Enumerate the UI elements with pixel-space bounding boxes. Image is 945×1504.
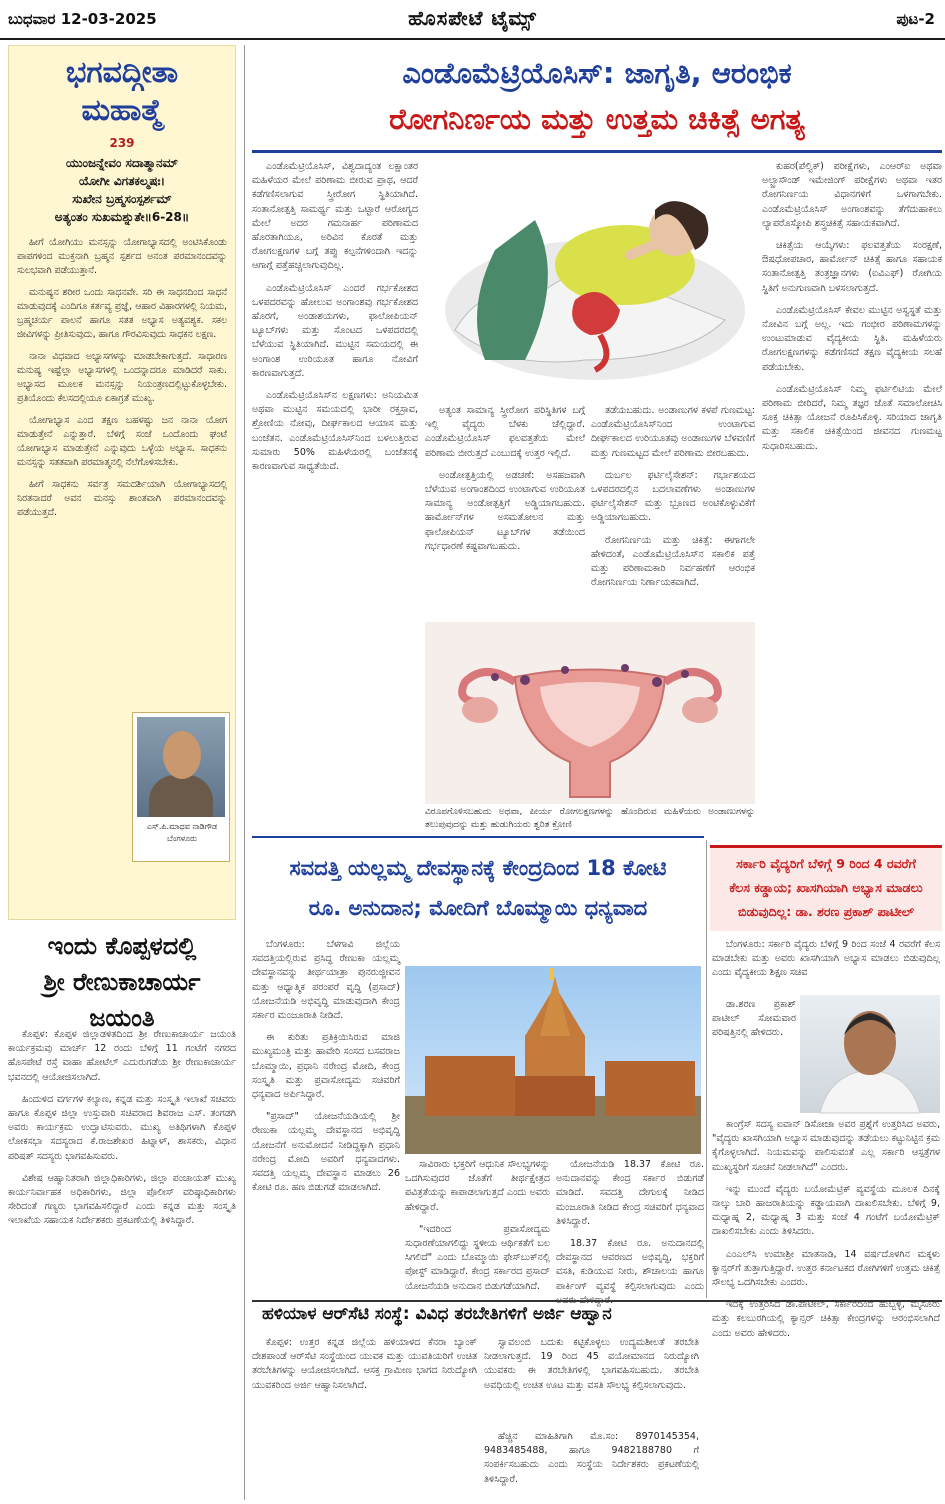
- sarkari-photo-caption: ಡಾ.ಶರಣ ಪ್ರಕಾಶ್ ಪಾಟೀಲ್ ಸೋಮವಾರ ಪರಿಷತ್ತಿನಲ್ಲಿ ಹೇಳಿದರು.: [712, 999, 796, 1039]
- endo-column-1: ಎಂಡೊಮೆಟ್ರಿಯೊಸಿಸ್, ವಿಶ್ವದಾದ್ಯಂತ ಲಕ್ಷಾಂತರ ಮಹಿಳೆಯರ ಮೇಲೆ ಪರಿಣಾಮ ಬೀರುವ ಪ್ರಾಥ, ಆದರೆ ಕಡೆಗಣಿಸಲಾಗುವ ಸ್ತ್ರೀರೋಗ ಸ್ಥಿತಿಯಾಗಿದೆ. ಸಂತಾನೋತ್ಪತ್ತಿ ಸಾಮರ್ಥ್ಯ ಮತ್ತು ಒಟ್ಟಾರೆ ಆರೋಗ್ಯದ ಮೇಲೆ ಅದರ ಗಮನಾರ್ಹ ಪರಿಣಾಮದ ಹೊರತಾಗಿಯೂ, ಅರಿವಿನ ಕೊರತೆ ಮತ್ತು ರೋಗಲಕ್ಷಣಗಳ ಬಗ್ಗೆ ತಪ್ಪು ಕಲ್ಪನೆಗಳಿಂದಾಗಿ ಇದನ್ನು ಆಗಾಗ್ಗೆ ಪತ್ತೆಹಚ್ಚಲಾಗುವುದಿಲ್ಲ. ಎಂಡೊಮೆಟ್ರಿಯೊಸಿಸ್ ಎಂದರೆ ಗರ್ಭಕೋಶದ ಒಳಪದರವನ್ನು ಹೋಲುವ ಅಂಗಾಂಶವು ಗರ್ಭಕೋಶದ ಹೊರಗೆ, ಅಂಡಾಶಯಗಳು, ಫಾಲೋಪಿಯನ್ ಟ್ಯೂಬ್‌ಗಳು ಮತ್ತು ಸೊಂಟದ ಒಳಪದರದಲ್ಲಿ ಬೆಳೆಯುವ ಸ್ಥಿತಿಯಾಗಿದೆ. ಮುಟ್ಟಿನ ಸಮಯದಲ್ಲಿ ಈ ಅಂಗಾಂಶ ಉರಿಯೂತ ಹಾಗೂ ನೋವಿಗೆ ಕಾರಣವಾಗುತ್ತದೆ. ಎಂಡೊಮೆಟ್ರಿಯೊಸಿಸ್‌ನ ಲಕ್ಷಣಗಳು: ಅನಿಯಮಿತ ಅಥವಾ ಮುಟ್ಟಿನ ಸಮಯದಲ್ಲಿ ಭಾರೀ ರಕ್ತಸ್ರಾವ, ಶ್ರೋಣಿಯ ನೋವು, ದೀರ್ಘಕಾಲದ ಆಯಾಸ ಮತ್ತು ಬಂಜೆತನ. ಎಂಡೊಮೆಟ್ರಿಯೊಸಿಸ್‌ನಿಂದ ಬಳಲುತ್ತಿರುವ ಸುಮಾರು 50% ಮಹಿಳೆಯರಲ್ಲಿ ಬಂಜೆತನಕ್ಕೆ ಕಾರಣವಾಗುವ ಸಾಧ್ಯತೆಯಿದೆ.: [252, 161, 418, 473]
- uterus-illustration: [425, 622, 755, 804]
- column-rule: [244, 45, 245, 1500]
- haliyal-column-2: ಸ್ವಾವಲಂಬಿ ಬದುಕು ಕಟ್ಟಿಕೊಳ್ಳಲು ಉದ್ಯಮಶೀಲತೆ ತರಬೇತಿ ನೀಡಲಾಗುತ್ತದೆ. 19 ರಿಂದ 45 ವಯೋಮಾನದ ನಿರುದ್ಯೋಗಿ ಯುವಕರು ಈ ತರಬೇತಿಗಳಲ್ಲಿ ಭಾಗವಹಿಸಬಹುದು. ತರಬೇತಿ ಅವಧಿಯಲ್ಲಿ ಉಚಿತ ಊಟ ಮತ್ತು ವಸತಿ ಸೌಲಭ್ಯ ಕಲ್ಪಿಸಲಾಗುವುದು.: [484, 1337, 699, 1391]
- masthead: [0, 0, 945, 40]
- author-name: ಎಸ್.ಪಿ.ಮಾಧವ ನಾಡಿಗೌಡ ಬೆಂಗಳೂರು: [146, 822, 218, 843]
- savadatti-column-3: ಯೋಜನೆಯಡಿ 18.37 ಕೋಟಿ ರೂ. ಅನುದಾನವನ್ನು ಕೇಂದ್ರ ಸರ್ಕಾರ ಬಿಡುಗಡೆ ಮಾಡಿದೆ. ಸವದತ್ತಿ ದೇಗುಲಕ್ಕೆ ನೀಡಿದ ಮಂಜೂರಾತಿ ನೀಡಿದ ಕೇಂದ್ರ ಸಚಿವರಿಗೆ ಧನ್ಯವಾದ ತಿಳಿಸಿದ್ದಾರೆ. 18.37 ಕೋಟಿ ರೂ. ಅನುದಾನದಲ್ಲಿ ದೇವಸ್ಥಾನದ ಆವರಣದ ಅಭಿವೃದ್ಧಿ, ಭಕ್ತರಿಗೆ ವಸತಿ, ಕುಡಿಯುವ ನೀರು, ಶೌಚಾಲಯ ಹಾಗೂ ಪಾರ್ಕಿಂಗ್ ವ್ಯವಸ್ಥೆ ಕಲ್ಪಿಸಲಾಗುವುದು ಎಂದು ಅವರು ಹೇಳಿದ್ದಾರೆ.: [556, 1159, 704, 1306]
- haliyal-column-3: ಹೆಚ್ಚಿನ ಮಾಹಿತಿಗಾಗಿ ಮೊ.ಸಂ: 8970145354, 9483485488, ಹಾಗೂ 9482188780 ಗೆ ಸಂಪರ್ಕಿಸಬಹುದು ಎಂದು ಸಂಸ್ಥೆಯ ನಿರ್ದೇಶಕರು ಪ್ರಕಟಣೆಯಲ್ಲಿ ತಿಳಿಸಿದ್ದಾರೆ.: [484, 1431, 699, 1485]
- endo-column-4: ಕುಹರ(ಪೆಲ್ವಿಕ್) ಪರೀಕ್ಷೆಗಳು, ಎಂಆರ್‌ಐ ಅಥವಾ ಅಲ್ಟ್ರಾಸೌಂಡ್ ಇಮೇಜಿಂಗ್ ಪರೀಕ್ಷೆಗಳು ಅಥವಾ ಇತರ ರೋಗನಿರ್ಣಯ ವಿಧಾನಗಳಿಗೆ ಒಳಗಾಗಬೇಕು. ಎಂಡೊಮೆಟ್ರಿಯೊಸಿಸ್ ಅಂಗಾಂಶವನ್ನು ತೆಗೆದುಹಾಕಲು ಲ್ಯಾಪರೊಸ್ಕೋಪಿ ಶಸ್ತ್ರಚಿಕಿತ್ಸೆ ಸಹಾಯಕವಾಗಿದೆ. ಚಿಕಿತ್ಸೆಯ ಆಯ್ಕೆಗಳು: ಫಲವತ್ತತೆಯ ಸಂರಕ್ಷಣೆ, ಔಷಧೋಪಚಾರ, ಹಾರ್ಮೋನ್ ಚಿಕಿತ್ಸೆ ಹಾಗೂ ಸಹಾಯಕ ಸಂತಾನೋತ್ಪತ್ತಿ ತಂತ್ರಜ್ಞಾನಗಳು (ಐವಿಎಫ್) ರೋಗಿಯ ಸ್ಥಿತಿಗೆ ಅನುಗುಣವಾಗಿ ಬಳಸಲಾಗುತ್ತದೆ. ಎಂಡೊಮೆಟ್ರಿಯೊಸಿಸ್ ಕೇವಲ ಮುಟ್ಟಿನ ಅಸ್ವಸ್ಥತೆ ಮತ್ತು ನೋವಿನ ಬಗ್ಗೆ ಅಲ್ಲ. ಇದು ಗಂಭೀರ ಪರಿಣಾಮಗಳನ್ನು ಉಂಟುಮಾಡುವ ವೈದ್ಯಕೀಯ ಸ್ಥಿತಿ. ಮಹಿಳೆಯರು ರೋಗಲಕ್ಷಣಗಳನ್ನು ಕಡೆಗಣಿಸದೆ ತಕ್ಷಣ ವೈದ್ಯಕೀಯ ಸಲಹೆ ಪಡೆಯಬೇಕು. ಎಂಡೊಮೆಟ್ರಿಯೊಸಿಸ್ ನಿಮ್ಮ ಫರ್ಟಿಲಿಟಿಯ ಮೇಲೆ ಪರಿಣಾಮ ಬೀರಿದರೆ, ನಿಮ್ಮ ತಜ್ಞರ ಜೊತೆ ಸಮಾಲೋಚಿಸಿ ಸೂಕ್ತ ಚಿಕಿತ್ಸಾ ಯೋಜನೆ ರೂಪಿಸಿಕೊಳ್ಳಿ. ಸರಿಯಾದ ಜಾಗೃತಿ ಮತ್ತು ಸಕಾಲಿಕ ಚಿಕಿತ್ಸೆಯಿಂದ ಜೀವನದ ಗುಣಮಟ್ಟ ಸುಧಾರಿಸಬಹುದು.: [762, 161, 942, 452]
- uterus-caption: ವಿರೂಪಗೊಳಿಸಬಹುದು ಅಥವಾ, ಪೀರ್ಯ ರೋಗಲಕ್ಷಣಗಳನ್ನು ಹೊಂದಿರುವ ಮಹಿಳೆಯರು ಅಂಡಾಣುಗಳನ್ನು ತಲುಪುವುದನ್ನು ಮತ್ತು ಹುಡುಗಿಯರು ತ್ವರಿತ ಕ್ರೋಣಿ: [425, 807, 755, 830]
- savadatti-rule: [252, 836, 704, 838]
- endometriosis-headline: ಎಂಡೊಮೆಟ್ರಿಯೊಸಿಸ್: ಜಾಗೃತಿ, ಆರಂಭಿಕ ರೋಗನಿರ್ಣಯ ಮತ್ತು ಉತ್ತಮ ಚಿಕಿತ್ಸೆ ಅಗತ್ಯ: [389, 56, 805, 136]
- endo-column-2: ಅತ್ಯಂತ ಸಾಮಾನ್ಯ ಸ್ತ್ರೀರೋಗ ಪರಿಸ್ಥಿತಿಗಳ ಬಗ್ಗೆ ಇಲ್ಲಿ ವೈದ್ಯರು ಬೆಳಕು ಚೆಲ್ಲಿದ್ದಾರೆ. ಎಂಡೊಮೆಟ್ರಿಯೊಸಿಸ್ ಫಲವತ್ತತೆಯ ಮೇಲೆ ಪರಿಣಾಮ ಬೀರುತ್ತದೆ ಎಂಬುದಕ್ಕೆ ಉತ್ತರ ಇಲ್ಲಿದೆ. ಅಂಡೋತ್ಪತ್ತಿಯಲ್ಲಿ ಅಡಚಣೆ: ಅಸಹಜವಾಗಿ ಬೆಳೆಯುವ ಅಂಗಾಂಶದಿಂದ ಉಂಟಾಗುವ ಉರಿಯೂತ ಸಾಮಾನ್ಯ ಅಂಡೋತ್ಪತ್ತಿಗೆ ಅಡ್ಡಿಯಾಗಬಹುದು. ಹಾರ್ಮೋನ್‌ಗಳ ಅಸಮತೋಲನ ಮತ್ತು ಫಾಲೋಪಿಯನ್ ಟ್ಯೂಬ್‌ಗಳ ತಡೆಯಿಂದ ಗರ್ಭಧಾರಣೆ ಕಷ್ಟವಾಗಬಹುದು.: [425, 405, 585, 552]
- doctor-photo: [800, 995, 940, 1113]
- sarkari-headline-box: ಸರ್ಕಾರಿ ವೈದ್ಯರಿಗೆ ಬೆಳಿಗ್ಗೆ 9 ರಿಂದ 4 ರವರೆಗೆ ಕೆಲಸ ಕಡ್ಡಾಯ; ಖಾಸಗಿಯಾಗಿ ಅಭ್ಯಾಸ ಮಾಡಲು ಬಿಡುವುದಿಲ್ಲ: ಡಾ. ಶರಣ ಪ್ರಕಾಶ್ ಪಾಟೀಲ್: [710, 845, 942, 931]
- bhagavad-title: ಭಗವದ್ಗೀತಾ ಮಹಾತ್ಮೆ: [65, 55, 179, 128]
- sarkari-body: ಕಾಂಗ್ರೆಸ್ ಸದಸ್ಯ ಐವಾನ್ ಡಿಸೋಜಾ ಅವರ ಪ್ರಶ್ನೆಗೆ ಉತ್ತರಿಸಿದ ಅವರು, "ವೈದ್ಯರು ಖಾಸಗಿಯಾಗಿ ಅಭ್ಯಾಸ ಮಾಡುವುದನ್ನು ತಡೆಯಲು ಕಟ್ಟುನಿಟ್ಟಿನ ಕ್ರಮ ಕೈಗೊಳ್ಳಲಾಗಿದೆ. ನಿಯಮವನ್ನು ಪಾಲಿಸುವಂತೆ ಎಲ್ಲ ಸರ್ಕಾರಿ ಆಸ್ಪತ್ರೆಗಳ ಮುಖ್ಯಸ್ಥರಿಗೆ ಸೂಚನೆ ನೀಡಲಾಗಿದೆ" ಎಂದರು. ಇನ್ನು ಮುಂದೆ ವೈದ್ಯರು ಬಯೋಮೆಟ್ರಿಕ್ ವ್ಯವಸ್ಥೆಯ ಮೂಲಕ ದಿನಕ್ಕೆ ನಾಲ್ಕು ಬಾರಿ ಹಾಜರಾತಿಯನ್ನು ಕಡ್ಡಾಯವಾಗಿ ದಾಖಲಿಸಬೇಕು. ಬೆಳಿಗ್ಗೆ 9, ಮಧ್ಯಾಹ್ನ 2, ಮಧ್ಯಾಹ್ನ 3 ಮತ್ತು ಸಂಜೆ 4 ಗಂಟೆಗೆ ಬಯೋಮೆಟ್ರಿಕ್ ದಾಖಲಿಸಬೇಕು ಎಂದು ತಿಳಿಸಿದರು. ಎಂಎಲ್‌ಸಿ ಉಮಾಶ್ರೀ ಮಾತನಾಡಿ, 14 ವರ್ಷದೊಳಗಿನ ಮಕ್ಕಳು ಕ್ಯಾನ್ಸರ್‌ಗೆ ತುತ್ತಾಗುತ್ತಿದ್ದಾರೆ. ಉತ್ತರ ಕರ್ನಾಟಕದ ರೋಗಿಗಳಿಗೆ ಉತ್ತಮ ಚಿಕಿತ್ಸೆ ಸೌಲಭ್ಯ ಒದಗಿಸಬೇಕು ಎಂದರು. ಇದಕ್ಕೆ ಉತ್ತರಿಸಿದ ಡಾ.ಪಾಟೀಲ್, ಸರ್ಕಾರದಿಂದ ಹುಬ್ಬಳ್ಳಿ, ಮೈಸೂರು ಮತ್ತು ಕಲಬುರಗಿಯಲ್ಲಿ ಕ್ಯಾನ್ಸರ್ ಚಿಕಿತ್ಸಾ ಕೇಂದ್ರಗಳನ್ನು ಆರಂಭಿಸಲಾಗಿದೆ ಎಂದು ಅವರು ಹೇಳಿದರು.: [712, 1119, 940, 1339]
- page-number: ಪುಟ-2: [896, 10, 935, 28]
- verse-number: 239: [109, 136, 135, 150]
- woman-abdominal-pain-illustration: [425, 160, 750, 400]
- issue-date: ಬುಧವಾರ 12-03-2025: [8, 10, 157, 28]
- savadatti-headline: ಸವದತ್ತಿ ಯಲ್ಲಮ್ಮ ದೇವಸ್ಥಾನಕ್ಕೆ ಕೇಂದ್ರದಿಂದ 18 ಕೋಟಿ ರೂ. ಅನುದಾನ; ಮೋದಿಗೆ ಬೊಮ್ಮಾಯಿ ಧನ್ಯವಾದ: [289, 856, 667, 920]
- sarkari-lead: ಬೆಂಗಳೂರು: ಸರ್ಕಾರಿ ವೈದ್ಯರು ಬೆಳಿಗ್ಗೆ 9 ರಿಂದ ಸಂಜೆ 4 ರವರೆಗೆ ಕೆಲಸ ಮಾಡಬೇಕು ಮತ್ತು ಅವರು ಖಾಸಗಿಯಾಗಿ ಅಭ್ಯಾಸ ಮಾಡಲು ಬಿಡುವುದಿಲ್ಲ ಎಂದು ವೈದ್ಯಕೀಯ ಶಿಕ್ಷಣ ಸಚಿವ: [712, 939, 940, 979]
- haliyal-headline: ಹಳಿಯಾಳ ಆರ್‌ಸೆಟಿ ಸಂಸ್ಥೆ: ವಿವಿಧ ತರಬೇತಿಗಳಿಗೆ ಅರ್ಜಿ ಆಹ್ವಾನ: [262, 1304, 612, 1324]
- headline-rule: [252, 150, 942, 153]
- savadatti-column-1: ಬೆಂಗಳೂರು: ಬೆಳಗಾವಿ ಜಿಲ್ಲೆಯ ಸವದತ್ತಿಯಲ್ಲಿರುವ ಪ್ರಸಿದ್ಧ ರೇಣುಕಾ ಯಲ್ಲಮ್ಮ ದೇವಸ್ಥಾನವನ್ನು ತೀರ್ಥಯಾತ್ರಾ ಪುನರುಜ್ಜೀವನ ಮತ್ತು ಆಧ್ಯಾತ್ಮಿಕ ಪರಂಪರೆ ವೃದ್ಧಿ (ಪ್ರಸಾದ್) ಯೋಜನೆಯಡಿ ಅಭಿವೃದ್ಧಿ ಮಾಡುವುದಾಗಿ ಕೇಂದ್ರ ಸರ್ಕಾರ ಮಂಜೂರಾತಿ ನೀಡಿದೆ. ಈ ಕುರಿತು ಪ್ರತಿಕ್ರಿಯಿಸಿರುವ ಮಾಜಿ ಮುಖ್ಯಮಂತ್ರಿ ಮತ್ತು ಹಾವೇರಿ ಸಂಸದ ಬಸವರಾಜ ಬೊಮ್ಮಾಯಿ, ಪ್ರಧಾನಿ ನರೇಂದ್ರ ಮೋದಿ, ಕೇಂದ್ರ ಸಂಸ್ಕೃತಿ ಮತ್ತು ಪ್ರವಾಸೋದ್ಯಮ ಸಚಿವರಿಗೆ ಧನ್ಯವಾದ ಅರ್ಪಿಸಿದ್ದಾರೆ. "ಪ್ರಸಾದ್" ಯೋಜನೆಯಡಿಯಲ್ಲಿ ಶ್ರೀ ರೇಣುಕಾ ಯಲ್ಲಮ್ಮ ದೇವಸ್ಥಾನದ ಅಭಿವೃದ್ಧಿ ಯೋಜನೆಗೆ ಅನುಮೋದನೆ ನೀಡಿದ್ದಕ್ಕಾಗಿ ಪ್ರಧಾನಿ ನರೇಂದ್ರ ಮೋದಿ ಅವರಿಗೆ ಧನ್ಯವಾದಗಳು. ಸವದತ್ತಿ ಯಲ್ಲಮ್ಮ ದೇವಸ್ಥಾನ ಮಾಡಲು 26 ಕೋಟಿ ರೂ. ಹಣ ಬಿಡುಗಡೆ ಮಾಡಲಾಗಿದೆ.: [252, 939, 400, 1194]
- yellamma-temple-photo: [405, 966, 701, 1154]
- haliyal-column-1: ಕೊಪ್ಪಳ: ಉತ್ತರ ಕನ್ನಡ ಜಿಲ್ಲೆಯ ಹಳಿಯಾಳದ ಕೆನರಾ ಬ್ಯಾಂಕ್ ದೇಶಪಾಂಡೆ ಆರ್‌ಸೆಟಿ ಸಂಸ್ಥೆಯಿಂದ ಯುವಕ ಮತ್ತು ಯುವತಿಯರಿಗೆ ಉಚಿತ ತರಬೇತಿಗಳನ್ನು ಆಯೋಜಿಸಲಾಗಿದೆ. ಆಸಕ್ತ ಗ್ರಾಮೀಣ ಭಾಗದ ನಿರುದ್ಯೋಗಿ ಯುವಕರಿಂದ ಅರ್ಜಿ ಆಹ್ವಾನಿಸಲಾಗಿದೆ.: [252, 1337, 477, 1391]
- renuka-headline: ಇಂದು ಕೊಪ್ಪಳದಲ್ಲಿ ಶ್ರೀ ರೇಣುಕಾಚಾರ್ಯ ಜಯಂತಿ: [43, 932, 201, 1032]
- sidebar-rule: [706, 840, 707, 1298]
- author-box: [132, 712, 230, 862]
- bhagavad-body: ಹೀಗೆ ಯೋಗಿಯು ಮನಸ್ಸನ್ನು ಯೋಗಾಭ್ಯಾಸದಲ್ಲಿ ಅಂಟಿಸಿಕೊಂಡು ಪಾಪಗಳಿಂದ ಮುಕ್ತನಾಗಿ ಬ್ರಹ್ಮನ ಸ್ಪರ್ಶದ ಅನಂತ ಪರಮಾನಂದವನ್ನು ಸುಲಭವಾಗಿ ಪಡೆಯುತ್ತಾನೆ. ಮನುಷ್ಯನ ಶರೀರ ಒಂದು ಸಾಧನವೇ. ಸರಿ ಈ ಸಾಧನದಿಂದ ಸಾಧನೆ ಮಾಡುವುದಕ್ಕೆ ಎಂದಿಗೂ ಕರ್ತವ್ಯ ಪ್ರಜ್ಞೆ, ಆಹಾರ ವಿಹಾರಗಳಲ್ಲಿ ನಿಯಮ, ಬ್ರಹ್ಮಚರ್ಯ ಪಾಲನೆ ಹಾಗೂ ಸತತ ಅಭ್ಯಾಸ ಅತ್ಯವಶ್ಯಕ. ಸಕಲ ಜೀವಿಗಳನ್ನು ಪ್ರೀತಿಸುವುದು, ಹಾಗೂ ಗೌರವಿಸುವುದು ಸಾಧಕನ ಲಕ್ಷಣ. ನಾನಾ ವಿಧವಾದ ಅಭ್ಯಾಸಗಳನ್ನು ಮಾಡಬೇಕಾಗುತ್ತದೆ. ಸಾಧಾರಣ ಮನುಷ್ಯ ಇಷ್ಟೆಲ್ಲಾ ಅಭ್ಯಾಸಗಳಲ್ಲಿ ಒಂದನ್ನಾದರೂ ಮಾಡಿದರೆ ಸಾಕು. ಅಭ್ಯಾಸದ ಮೂಲಕ ಮನಸ್ಸನ್ನು ನಿಯಂತ್ರಣದಲ್ಲಿಟ್ಟುಕೊಳ್ಳಬೇಕು. ಪ್ರತಿಯೊಂದು ಕೆಲಸದಲ್ಲಿಯೂ ಏಕಾಗ್ರತೆ ಮುಖ್ಯ. ಯೋಗಾಭ್ಯಾಸ ಎಂದ ತಕ್ಷಣ ಬಹಳಷ್ಟು ಜನ ನಾನಾ ಯೋಗ ಮಾಡುತ್ತೇನೆ ಎನ್ನುತ್ತಾರೆ. ಬೆಳಿಗ್ಗೆ ಸಂಜೆ ಒಂದೊಂದು ಘಂಟೆ ಯೋಗಾಭ್ಯಾಸ ಮಾಡುತ್ತೇನೆ ಎನ್ನುವುದು ಒಳ್ಳೆಯ ಅಭ್ಯಾಸ. ಸಾಧಕನು ಮನಸ್ಸನ್ನು ಸತತವಾಗಿ ಪರಮಾತ್ಮನಲ್ಲಿ ನೆಲೆಗೊಳಿಸಬೇಕು. ಹೀಗೆ ಸಾಧಕನು ಸರ್ವತ್ರ ಸಮದರ್ಶಿಯಾಗಿ ಯೋಗಾಭ್ಯಾಸದಲ್ಲಿ ನಿರತನಾದರೆ ಅವನ ಮನಸ್ಸು ಶಾಂತವಾಗಿ ಪರಮಾನಂದವನ್ನು ಪಡೆಯುತ್ತದೆ.: [17, 237, 227, 518]
- renuka-body: ಕೊಪ್ಪಳ: ಕೊಪ್ಪಳ ಜಿಲ್ಲಾಡಳಿತದಿಂದ ಶ್ರೀ ರೇಣುಕಾಚಾರ್ಯ ಜಯಂತಿ ಕಾರ್ಯಕ್ರಮವು ಮಾರ್ಚ್ 12 ರಂದು ಬೆಳಿಗ್ಗೆ 11 ಗಂಟೆಗೆ ನಗರದ ಹೊಸಪೇಟೆ ರಸ್ತೆ ವಾಹಾ ಹೋಟೆಲ್ ಎದುರುಗಡೆಯ ಶ್ರೀ ರೇಣುಕಾಚಾರ್ಯ ಭವನದಲ್ಲಿ ಆಯೋಜಿಸಲಾಗಿದೆ. ಹಿಂದುಳಿದ ವರ್ಗಗಳ ಕಲ್ಯಾಣ, ಕನ್ನಡ ಮತ್ತು ಸಂಸ್ಕೃತಿ ಇಲಾಖೆ ಸಚಿವರು ಹಾಗೂ ಕೊಪ್ಪಳ ಜಿಲ್ಲಾ ಉಸ್ತುವಾರಿ ಸಚಿವರಾದ ಶಿವರಾಜ ಎಸ್. ತಂಗಡಗಿ ಅವರು ಕಾರ್ಯಕ್ರಮ ಉದ್ಘಾಟಿಸುವರು. ಮುಖ್ಯ ಅತಿಥಿಗಳಾಗಿ ಕೊಪ್ಪಳ ಲೋಕಸಭಾ ಸದಸ್ಯರಾದ ಕೆ.ರಾಜಶೇಖರ ಹಿಟ್ನಾಳ್, ಶಾಸಕರು, ವಿಧಾನ ಪರಿಷತ್ ಸದಸ್ಯರು ಭಾಗವಹಿಸುವರು. ವಿಶೇಷ ಆಹ್ವಾನಿತರಾಗಿ ಜಿಲ್ಲಾಧಿಕಾರಿಗಳು, ಜಿಲ್ಲಾ ಪಂಚಾಯತ್ ಮುಖ್ಯ ಕಾರ್ಯನಿರ್ವಾಹಕ ಅಧಿಕಾರಿಗಳು, ಜಿಲ್ಲಾ ಪೊಲೀಸ್ ವರಿಷ್ಠಾಧಿಕಾರಿಗಳು ಸೇರಿದಂತೆ ಗಣ್ಯರು ಭಾಗವಹಿಸಲಿದ್ದಾರೆ ಎಂದು ಕನ್ನಡ ಮತ್ತು ಸಂಸ್ಕೃತಿ ಇಲಾಖೆಯ ಸಹಾಯಕ ನಿರ್ದೇಶಕರು ಪ್ರಕಟಣೆಯಲ್ಲಿ ತಿಳಿಸಿದ್ದಾರೆ.: [8, 1029, 236, 1227]
- savadatti-column-2: ಸಾವಿರಾರು ಭಕ್ತರಿಗೆ ಆಧುನಿಕ ಸೌಲಭ್ಯಗಳನ್ನು ಒದಗಿಸುವುದರ ಜೊತೆಗೆ ತೀರ್ಥಕ್ಷೇತ್ರದ ಪವಿತ್ರತೆಯನ್ನು ಕಾಪಾಡಲಾಗುತ್ತದೆ ಎಂದು ಅವರು ಹೇಳಿದ್ದಾರೆ. "ಇದರಿಂದ ಪ್ರವಾಸೋದ್ಯಮ ಸುಧಾರಣೆಯಾಗಲಿದ್ದು ಸ್ಥಳೀಯ ಆರ್ಥಿಕತೆಗೆ ಬಲ ಸಿಗಲಿದೆ" ಎಂದು ಬೊಮ್ಮಾಯಿ ಫೇಸ್‌ಬುಕ್‌ನಲ್ಲಿ ಪೋಸ್ಟ್ ಮಾಡಿದ್ದಾರೆ. ಕೇಂದ್ರ ಸರ್ಕಾರದ ಪ್ರಸಾದ್ ಯೋಜನೆಯಡಿ ಅನುದಾನ ಬಿಡುಗಡೆಯಾಗಿದೆ.: [405, 1159, 550, 1292]
- paper-name: ಹೊಸಪೇಟೆ ಟೈಮ್ಸ್: [408, 6, 537, 30]
- verse-text: ಯುಂಜನ್ನೇವಂ ಸದಾತ್ಮಾನಮ್ ಯೋಗೀ ವಿಗತಕಲ್ಮಷಃ। ಸುಖೇನ ಬ್ರಹ್ಮಸಂಸ್ಪರ್ಶಮ್ ಅತ್ಯಂತಂ ಸುಖಮಶ್ನುತೇ॥6-28॥: [54, 156, 190, 224]
- endo-column-3: ತಡೆಯಬಹುದು. ಅಂಡಾಣುಗಳ ಕಳಪೆ ಗುಣಮಟ್ಟ: ಎಂಡೊಮೆಟ್ರಿಯೊಸಿಸ್‌ನಿಂದ ಉಂಟಾಗುವ ದೀರ್ಘಕಾಲದ ಉರಿಯೂತವು ಅಂಡಾಣುಗಳ ಬೆಳವಣಿಗೆ ಮತ್ತು ಗುಣಮಟ್ಟದ ಮೇಲೆ ಪರಿಣಾಮ ಬೀರಬಹುದು. ದುರ್ಬಲ ಫರ್ಟಿಲೈಸೇಶನ್: ಗರ್ಭಾಶಯದ ಒಳಪದರದಲ್ಲಿನ ಬದಲಾವಣೆಗಳು ಅಂಡಾಣುಗಳ ಫರ್ಟಿಲೈಸೇಶನ್ ಮತ್ತು ಭ್ರೂಣದ ಅಂಟಿಕೊಳ್ಳುವಿಕೆಗೆ ಅಡ್ಡಿಯಾಗಬಹುದು. ರೋಗನಿರ್ಣಯ ಮತ್ತು ಚಿಕಿತ್ಸೆ: ಈಗಾಗಲೇ ಹೇಳಿದಂತೆ, ಎಂಡೊಮೆಟ್ರಿಯೊಸಿಸ್‌ನ ಸಕಾಲಿಕ ಪತ್ತೆ ಮತ್ತು ಪರಿಣಾಮಕಾರಿ ನಿರ್ವಹಣೆಗೆ ಆರಂಭಿಕ ರೋಗನಿರ್ಣಯ ನಿರ್ಣಾಯಕವಾಗಿದೆ.: [591, 405, 755, 589]
- author-photo: [137, 717, 225, 817]
